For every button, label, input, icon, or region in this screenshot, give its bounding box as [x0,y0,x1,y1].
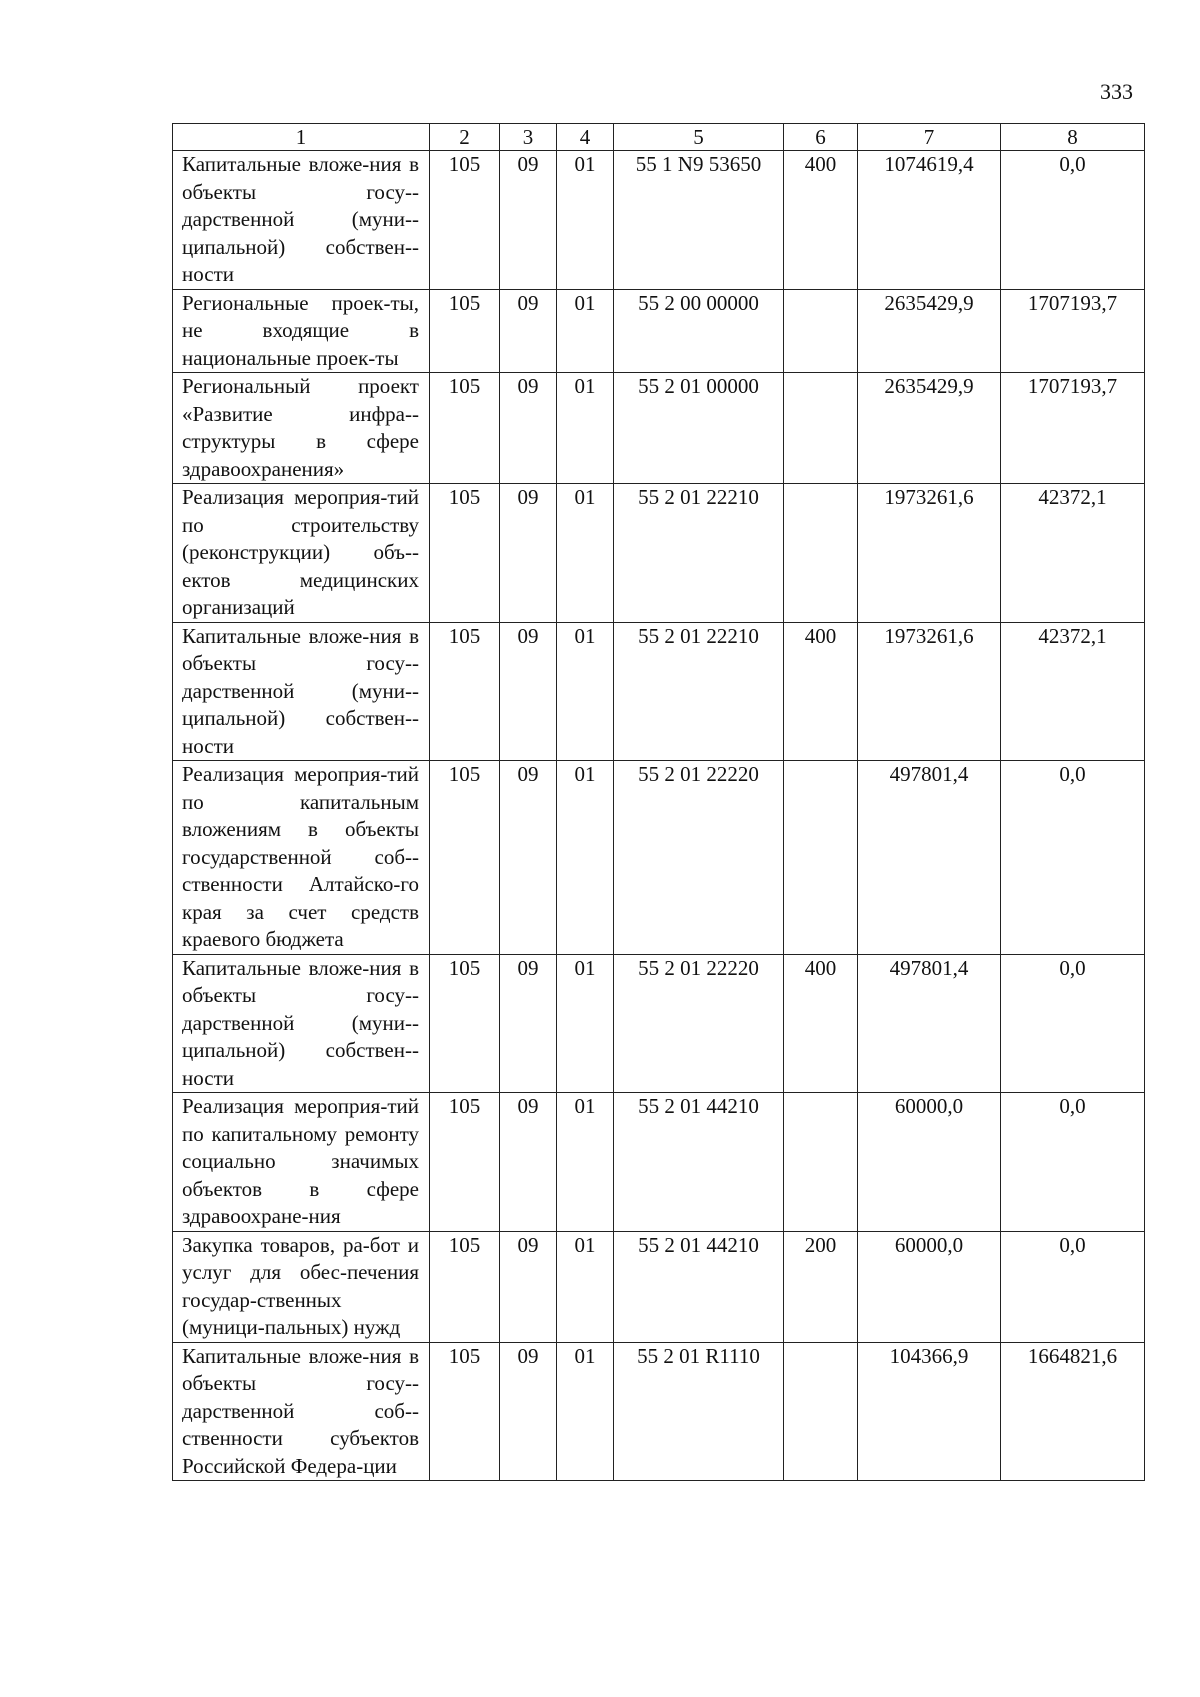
header-col-2: 2 [430,124,500,151]
row-col-5: 55 2 01 22220 [614,954,784,1093]
row-name-cell: Капитальные вложе-ния в объекты госу-дарственной (муни-ципальной) собствен-ности [173,954,430,1093]
header-col-3: 3 [500,124,557,151]
row-name-cell: Реализация мероприя-тий по строительству (реконструкции) объ-ектов медицинских организаций [173,484,430,623]
row-col-6 [784,289,858,373]
row-col-7: 104366,9 [858,1342,1001,1481]
row-col-3: 09 [500,761,557,955]
row-col-4: 01 [557,151,614,290]
row-col-7: 60000,0 [858,1093,1001,1232]
row-col-4: 01 [557,1231,614,1342]
row-col-6: 200 [784,1231,858,1342]
row-col-2: 105 [430,484,500,623]
row-name-cell: Капитальные вложе-ния в объекты госу-дарственной соб-ственности субъектов Российской Федера-ции [173,1342,430,1481]
row-col-7: 2635429,9 [858,373,1001,484]
row-col-3: 09 [500,1093,557,1232]
row-col-2: 105 [430,1093,500,1232]
row-col-2: 105 [430,289,500,373]
row-col-5: 55 2 01 44210 [614,1093,784,1232]
row-name-cell: Реализация мероприя-тий по капитальным вложениям в объекты государственной соб-ственности Алтайско-го края за счет средств краевого бюджета [173,761,430,955]
row-col-4: 01 [557,954,614,1093]
row-col-4: 01 [557,289,614,373]
row-col-2: 105 [430,373,500,484]
row-col-5: 55 2 01 44210 [614,1231,784,1342]
row-col-8: 1664821,6 [1001,1342,1145,1481]
row-col-2: 105 [430,151,500,290]
table-row [173,289,1145,373]
row-col-7: 497801,4 [858,954,1001,1093]
row-col-8: 42372,1 [1001,622,1145,761]
row-col-4: 01 [557,1342,614,1481]
row-col-4: 01 [557,761,614,955]
table-row [173,1231,1145,1342]
table-row [173,761,1145,955]
row-col-6 [784,1093,858,1232]
row-name-cell: Реализация мероприя-тий по капитальному ремонту социально значимых объектов в сфере здравоохране-ния [173,1093,430,1232]
row-col-3: 09 [500,484,557,623]
row-col-2: 105 [430,761,500,955]
row-col-8: 1707193,7 [1001,373,1145,484]
row-col-2: 105 [430,622,500,761]
row-col-8: 42372,1 [1001,484,1145,623]
page-number: 333 [1100,79,1133,104]
header-col-4: 4 [557,124,614,151]
row-name-cell: Региональный проект «Развитие инфра-структуры в сфере здравоохранения» [173,373,430,484]
row-name-cell: Капитальные вложе-ния в объекты госу-дарственной (муни-ципальной) собствен-ности [173,622,430,761]
header-row [173,124,1145,151]
header-col-1: 1 [173,124,430,151]
row-name-cell: Закупка товаров, ра-бот и услуг для обес-печения государ-ственных (муници-пальных) нужд [173,1231,430,1342]
table-row [173,151,1145,290]
row-col-6: 400 [784,151,858,290]
row-col-3: 09 [500,373,557,484]
row-col-2: 105 [430,954,500,1093]
row-col-6 [784,484,858,623]
row-col-3: 09 [500,1342,557,1481]
row-col-7: 2635429,9 [858,289,1001,373]
row-col-5: 55 2 01 R1110 [614,1342,784,1481]
row-col-8: 0,0 [1001,1231,1145,1342]
row-col-7: 60000,0 [858,1231,1001,1342]
row-col-6 [784,1342,858,1481]
row-col-5: 55 2 00 00000 [614,289,784,373]
row-col-5: 55 1 N9 53650 [614,151,784,290]
row-col-3: 09 [500,954,557,1093]
row-col-6: 400 [784,622,858,761]
row-name-cell: Капитальные вложе-ния в объекты госу-дарственной (муни-ципальной) собствен-ности [173,151,430,290]
row-col-3: 09 [500,622,557,761]
row-col-6 [784,373,858,484]
row-col-7: 1074619,4 [858,151,1001,290]
header-col-5: 5 [614,124,784,151]
row-col-7: 497801,4 [858,761,1001,955]
row-col-6 [784,761,858,955]
table-row [173,622,1145,761]
row-col-5: 55 2 01 22220 [614,761,784,955]
row-col-5: 55 2 01 00000 [614,373,784,484]
row-col-7: 1973261,6 [858,622,1001,761]
row-col-2: 105 [430,1231,500,1342]
header-col-6: 6 [784,124,858,151]
row-col-8: 0,0 [1001,1093,1145,1232]
row-col-4: 01 [557,373,614,484]
row-col-3: 09 [500,289,557,373]
row-col-3: 09 [500,1231,557,1342]
row-col-6: 400 [784,954,858,1093]
row-col-5: 55 2 01 22210 [614,484,784,623]
row-col-8: 1707193,7 [1001,289,1145,373]
row-name-cell: Региональные проек-ты, не входящие в национальные проек-ты [173,289,430,373]
row-col-8: 0,0 [1001,761,1145,955]
row-col-4: 01 [557,484,614,623]
row-col-7: 1973261,6 [858,484,1001,623]
row-col-3: 09 [500,151,557,290]
header-col-8: 8 [1001,124,1145,151]
header-col-7: 7 [858,124,1001,151]
row-col-4: 01 [557,622,614,761]
row-col-8: 0,0 [1001,954,1145,1093]
row-col-8: 0,0 [1001,151,1145,290]
row-col-2: 105 [430,1342,500,1481]
table-row [173,1093,1145,1232]
table-row [173,954,1145,1093]
table-row [173,373,1145,484]
row-col-4: 01 [557,1093,614,1232]
table-row [173,484,1145,623]
table-row [173,1342,1145,1481]
row-col-5: 55 2 01 22210 [614,622,784,761]
budget-table [172,123,1145,1481]
